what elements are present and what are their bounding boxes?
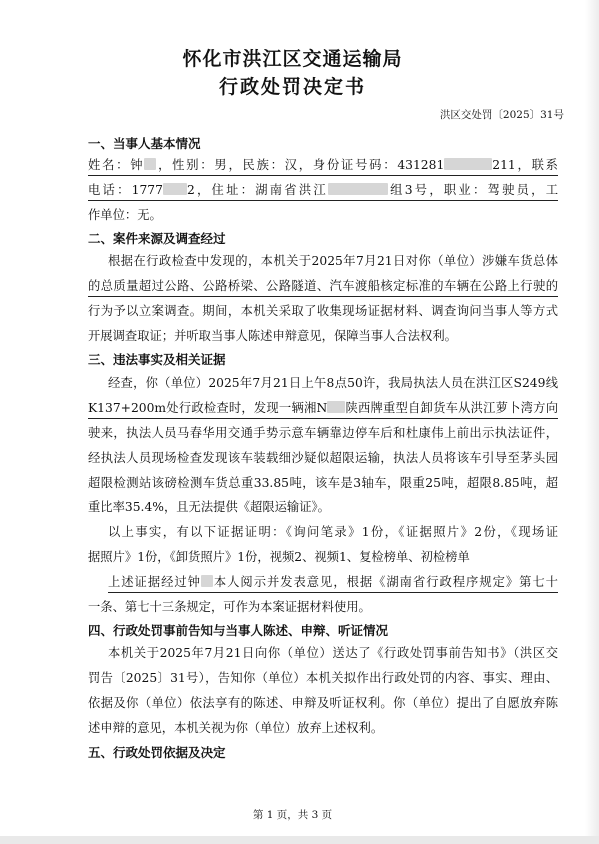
redacted-text	[201, 575, 213, 587]
body-line: 作单位：无。	[88, 208, 162, 222]
body-line: K137+200m处行政检查时，发现一辆湘N 陕西牌重型自卸货车从洪江萝卜湾方向	[88, 398, 558, 419]
document-number: 洪区交处罚〔2025〕31号	[439, 109, 564, 121]
section-heading-party-info: 一、当事人基本情况	[88, 136, 201, 151]
section-heading-penalty-basis: 五、行政处罚依据及决定	[88, 745, 226, 760]
redacted-text	[327, 401, 345, 413]
document-type-title: 行政处罚决定书	[218, 76, 366, 98]
section-heading-violation-facts: 三、违法事实及相关证据	[88, 352, 226, 367]
section-heading-case-source: 二、案件来源及调查经过	[88, 231, 226, 246]
redacted-text	[144, 158, 156, 170]
redacted-text	[163, 183, 187, 195]
body-line: 驶来，执法人员马春华用交通手势示意车辆靠边停车后和杜康伟上前出示执法证件，	[88, 426, 558, 440]
body-line: 根据在行政检查中发现的，本机关于2025年7月21日对你（单位）涉嫌车货总体	[108, 254, 558, 268]
body-line: 述申辩的意见，本机关视为你（单位）放弃上述权利。	[88, 721, 384, 735]
body-line: 行为予以立案调查。期间，本机关采取了收集现场证据材料、调查询问当事人等方式	[88, 304, 558, 318]
body-line: 重比率35.4%，且无法提供《超限运输证》。	[88, 500, 330, 514]
body-line: 罚告〔2025〕31号），告知你（单位）本机关拟作出行政处罚的内容、事实、理由、	[88, 671, 558, 685]
section-heading-prior-notice: 四、行政处罚事前告知与当事人陈述、申辩、听证情况	[88, 623, 389, 638]
body-line: 经查，你（单位）2025年7月21日上午8点50许，我局执法人员在洪江区S249线	[108, 376, 558, 390]
document-issuer-title: 怀化市洪江区交通运输局	[182, 48, 403, 70]
body-line: 的总质量超过公路、公路桥梁、公路隧道、汽车渡船核定标准的车辆在公路上行驶的	[88, 276, 558, 297]
page-bottom-gap	[0, 836, 599, 844]
body-line: 以上事实，有以下证据证明：《询问笔录》1份，《证据照片》2份，《现场证	[108, 525, 558, 539]
body-line: 开展调查取证；并听取当事人陈述申辩意见，保障当事人合法权利。	[88, 329, 457, 343]
page-number-footer: 第 1 页，共 3 页	[252, 809, 333, 821]
body-line: 一条、第七十三条规定，可作为本案证据材料使用。	[88, 600, 371, 614]
body-line: 本机关于2025年7月21日向你（单位）送达了《行政处罚事前告知书》（洪区交	[108, 646, 558, 660]
page-edge-shadow	[585, 0, 599, 844]
body-line: 电话：1777 2，住址：湖南省洪江 组3号，职业：驾驶员，工	[88, 180, 558, 201]
body-line: 依据及你（单位）依法享有的陈述、申辩及听证权利。你（单位）提出了自愿放弃陈	[88, 696, 558, 710]
body-line: 经执法人员现场检查发现该车装载细沙疑似超限运输，执法人员将该车引导至茅头园	[88, 451, 558, 465]
body-line: 上述证据经过钟 本人阅示并发表意见，根据《湖南省行政程序规定》第七十	[108, 572, 558, 593]
redacted-text	[328, 183, 388, 195]
body-line: 据照片》1份，《卸货照片》1份，视频2、视频1、复检榜单、初检榜单	[88, 550, 470, 564]
redacted-text	[444, 158, 492, 170]
body-line: 姓名：钟 ，性别：男，民族：汉，身份证号码：431281 211，联系	[88, 155, 558, 176]
body-line: 超限检测站该磅检测车货总重33.85吨，该车是3轴车，限重25吨，超限8.85吨，超	[88, 476, 558, 490]
